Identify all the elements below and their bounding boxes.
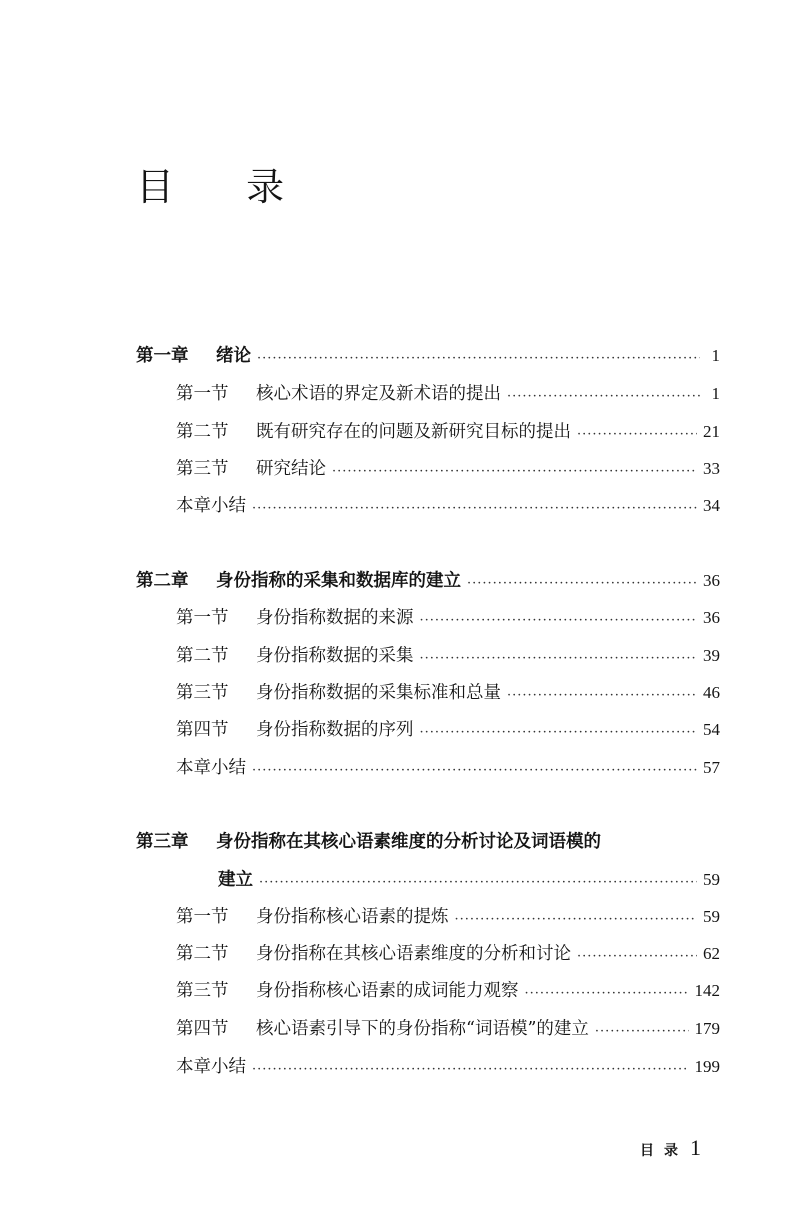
dot-leader xyxy=(525,983,689,1005)
section-title: 本章小结 xyxy=(176,758,246,778)
dot-leader xyxy=(507,386,700,408)
toc-section-3-3[interactable] xyxy=(176,977,720,1005)
chapter-number: 第一章 xyxy=(136,346,189,366)
toc-section-3-4[interactable] xyxy=(176,1015,720,1043)
page-title: 目 录 xyxy=(136,165,315,209)
section-title: 身份指称在其核心语素维度的分析和讨论 xyxy=(256,944,571,964)
section-page-number: 46 xyxy=(703,683,720,702)
chapter-page-number: 36 xyxy=(703,571,720,590)
section-title: 身份指称数据的序列 xyxy=(256,720,414,740)
dot-leader xyxy=(577,424,697,446)
section-number: 第三节 xyxy=(176,459,229,479)
section-number: 第三节 xyxy=(176,981,229,1001)
section-page-number: 199 xyxy=(694,1057,720,1076)
chapter-title: 身份指称的采集和数据库的建立 xyxy=(216,571,461,591)
section-title: 身份指称数据的采集标准和总量 xyxy=(256,683,501,703)
dot-leader xyxy=(455,909,698,931)
toc-section-1-3[interactable] xyxy=(176,455,720,483)
section-title: 身份指称数据的采集 xyxy=(256,646,414,666)
toc-section-3-1[interactable] xyxy=(176,903,720,931)
chapter-page-number: 59 xyxy=(703,870,720,889)
dot-leader xyxy=(577,946,697,968)
section-page-number: 39 xyxy=(703,646,720,665)
toc-chapter-3-cont[interactable] xyxy=(218,866,720,894)
section-page-number: 33 xyxy=(703,459,720,478)
dot-leader xyxy=(252,498,697,520)
section-page-number: 59 xyxy=(703,907,720,926)
dot-leader xyxy=(259,872,697,894)
chapter-page-number: 1 xyxy=(711,346,720,365)
section-title: 研究结论 xyxy=(256,459,326,479)
footer-page-number: 1 xyxy=(690,1135,701,1160)
section-page-number: 57 xyxy=(703,758,720,777)
footer-label: 目录 xyxy=(640,1143,688,1159)
toc-chapter-3[interactable] xyxy=(136,828,601,856)
toc-summary-1[interactable] xyxy=(176,492,720,520)
dot-leader xyxy=(252,1059,689,1081)
section-number: 第一节 xyxy=(176,608,229,628)
section-number: 第四节 xyxy=(176,1019,229,1039)
section-number: 第二节 xyxy=(176,646,229,666)
section-number: 第三节 xyxy=(176,683,229,703)
chapter-number: 第二章 xyxy=(136,571,189,591)
section-title: 身份指称核心语素的成词能力观察 xyxy=(256,981,519,1001)
section-page-number: 36 xyxy=(703,608,720,627)
toc-section-2-4[interactable] xyxy=(176,716,720,744)
section-number: 第二节 xyxy=(176,944,229,964)
section-title: 既有研究存在的问题及新研究目标的提出 xyxy=(256,422,571,442)
section-page-number: 179 xyxy=(694,1019,720,1038)
section-number: 第二节 xyxy=(176,422,229,442)
section-title: 核心语素引导下的身份指称“词语模”的建立 xyxy=(256,1019,589,1039)
section-page-number: 62 xyxy=(703,944,720,963)
section-page-number: 21 xyxy=(703,422,720,441)
toc-summary-2[interactable] xyxy=(176,754,720,782)
section-title: 本章小结 xyxy=(176,496,246,516)
toc-section-1-2[interactable] xyxy=(176,418,720,446)
toc-section-2-2[interactable] xyxy=(176,642,720,670)
dot-leader xyxy=(257,348,700,370)
dot-leader xyxy=(420,610,698,632)
dot-leader xyxy=(595,1021,689,1043)
dot-leader xyxy=(420,722,698,744)
section-number: 第一节 xyxy=(176,384,229,404)
dot-leader xyxy=(252,760,697,782)
section-page-number: 34 xyxy=(703,496,720,515)
toc-chapter-1[interactable] xyxy=(136,342,720,370)
section-number: 第一节 xyxy=(176,907,229,927)
toc-section-2-3[interactable] xyxy=(176,679,720,707)
toc-section-2-1[interactable] xyxy=(176,604,720,632)
chapter-title: 绪论 xyxy=(216,346,251,366)
toc-section-1-1[interactable] xyxy=(176,380,720,408)
toc-chapter-2[interactable] xyxy=(136,567,720,595)
section-page-number: 54 xyxy=(703,720,720,739)
section-title: 身份指称数据的来源 xyxy=(256,608,414,628)
section-page-number: 142 xyxy=(694,981,720,1000)
chapter-number: 第三章 xyxy=(136,832,189,852)
toc-section-3-2[interactable] xyxy=(176,940,720,968)
section-title: 核心术语的界定及新术语的提出 xyxy=(256,384,501,404)
dot-leader xyxy=(467,573,697,595)
dot-leader xyxy=(420,648,698,670)
section-title: 身份指称核心语素的提炼 xyxy=(256,907,449,927)
section-number: 第四节 xyxy=(176,720,229,740)
dot-leader xyxy=(332,461,697,483)
chapter-title-line2: 建立 xyxy=(218,870,253,890)
chapter-title-line1: 身份指称在其核心语素维度的分析讨论及词语模的 xyxy=(216,832,601,852)
dot-leader xyxy=(507,685,697,707)
toc-summary-3[interactable] xyxy=(176,1053,720,1081)
section-title: 本章小结 xyxy=(176,1057,246,1077)
section-page-number: 1 xyxy=(711,384,720,403)
page-footer xyxy=(640,1134,701,1165)
